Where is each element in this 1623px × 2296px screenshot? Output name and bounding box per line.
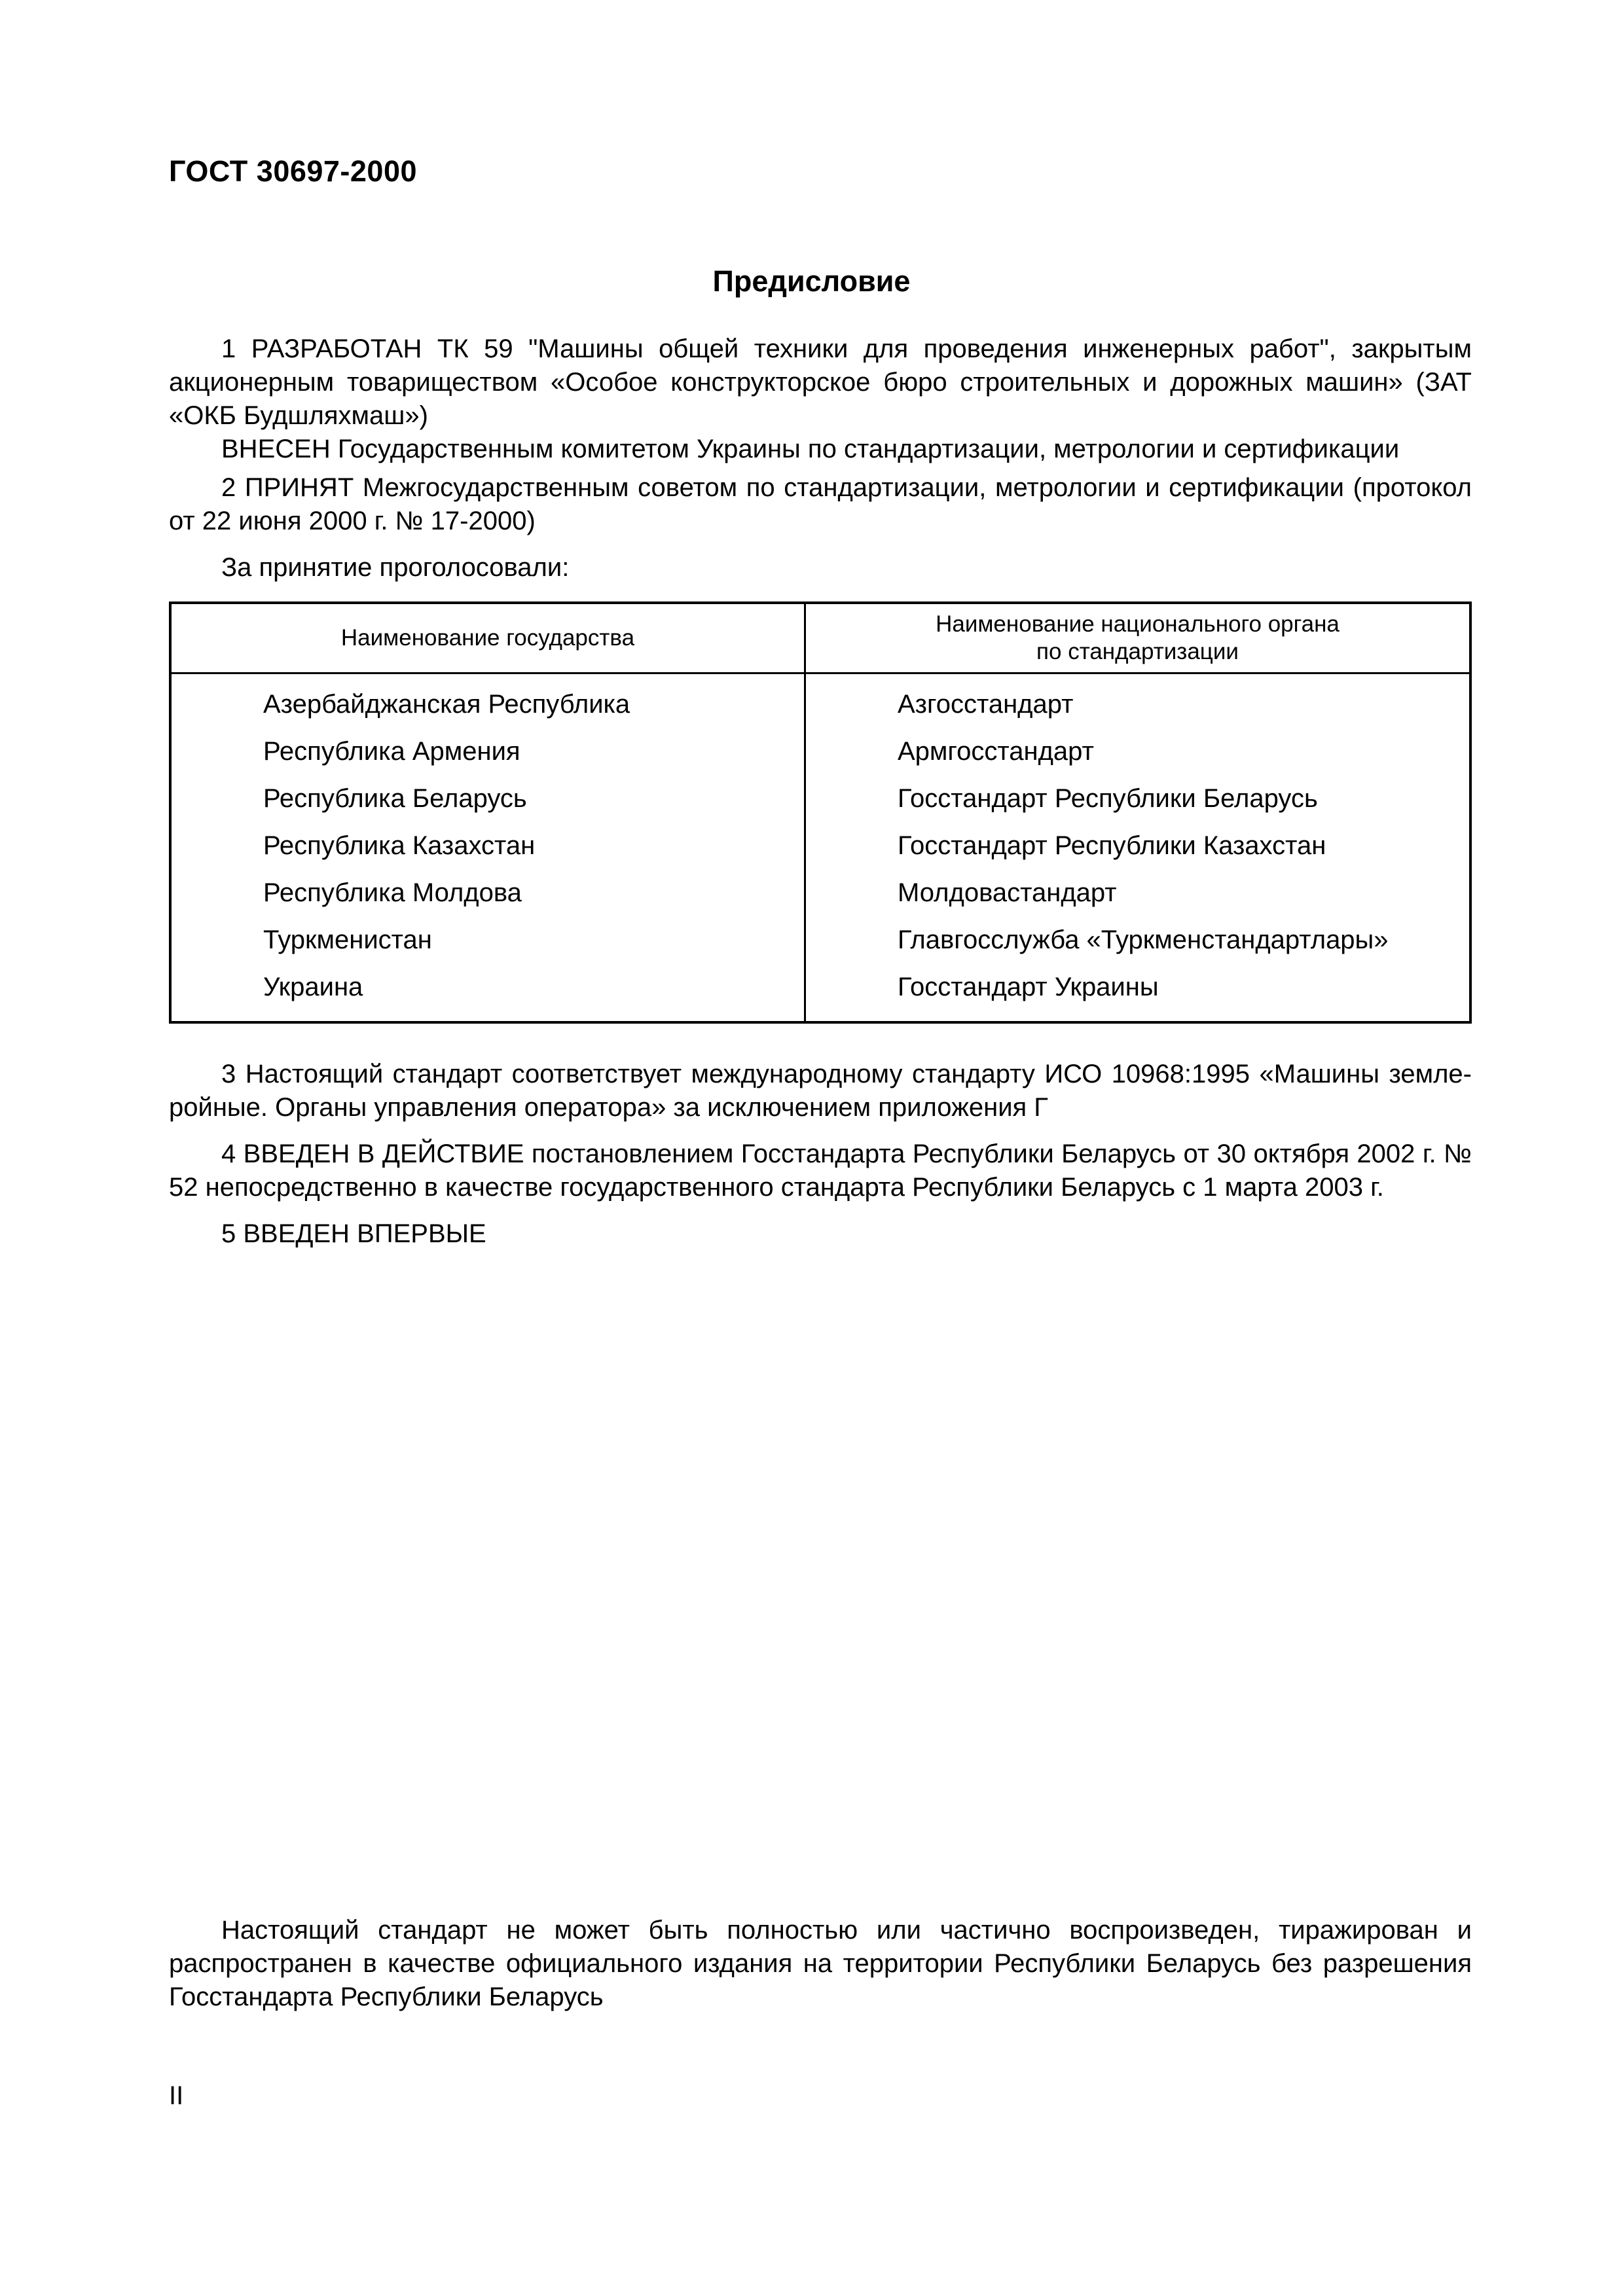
paragraph-iso-correspondence: 3 Настоящий стандарт соответствует международному стандарту ИСО 10968:1995 «Машины земле-ройные. Органы управления оператора» за исключением приложения Г [169,1060,1472,1122]
table-header-row [170,603,1470,673]
standards-body: Армгосстандарт [805,728,1471,775]
standards-body: Госстандарт Республики Беларусь [805,775,1471,822]
standards-body: Госстандарт Украины [805,963,1471,1022]
state-name: Республика Казахстан [170,822,805,869]
standards-body: Молдовастандарт [805,869,1471,916]
state-name: Азербайджанская Республика [170,673,805,728]
header-standards-body [805,603,1471,673]
standards-body: Госстандарт Республики Казахстан [805,822,1471,869]
page-number: II [169,2081,184,2110]
header-state-name: Наименование государства [170,603,805,673]
state-name: Республика Армения [170,728,805,775]
state-name: Украина [170,963,805,1022]
header-standards-body-line2: по стандартизации [1036,639,1239,664]
document-code: ГОСТ 30697-2000 [169,154,418,188]
table-row [170,728,1470,775]
paragraph-adopted-by: 2 ПРИНЯТ Межгосударственным советом по стандартизации, метрологии и сертификации (протокол от 22 июня 2000 г. № 17-2000) [169,473,1472,535]
paragraph-introduced-by: ВНЕСЕН Государственным комитетом Украины по стандартизации, метрологии и сертификации [221,435,1400,463]
state-name: Республика Молдова [170,869,805,916]
paragraph-first-introduced: 5 ВВЕДЕН ВПЕРВЫЕ [221,1219,486,1248]
table-row [170,822,1470,869]
table-row [170,869,1470,916]
voting-states-table [169,601,1472,1024]
standards-body: Азгосстандарт [805,673,1471,728]
section-title: Предисловие [712,264,911,298]
state-name: Туркменистан [170,916,805,963]
legal-notice-text: Настоящий стандарт не может быть полностью или частично воспроизведен, тиражирован и распространен в качестве официального издания на территории Республики Беларусь без разрешения Госстандарта Республики Беларусь [169,1916,1472,2011]
table-row [170,673,1470,728]
paragraph-enacted: 4 ВВЕДЕН В ДЕЙСТВИЕ постановлением Госстандарта Республики Беларусь от 30 октября 2002 г. № 52 непосредственно в качестве государственного стандарта Республики Беларусь с 1 марта 2003 г. [169,1139,1472,1202]
table-row [170,775,1470,822]
legal-notice [169,1914,1472,2014]
header-standards-body-line1: Наименование национального органа [936,611,1340,637]
table-row [170,916,1470,963]
foreword-content [169,332,1472,1251]
standards-body: Главгосслужба «Туркменстандартлары» [805,916,1471,963]
vote-intro: За принятие проголосовали: [221,553,570,582]
paragraph-developed-by: 1 РАЗРАБОТАН ТК 59 "Машины общей техники для проведения инженерных работ", закрытым акционерным товариществом «Особое конструкторское бюро строительных и дорожных машин» (ЗАТ «ОКБ Будшляхмаш») [169,334,1472,430]
table-row [170,963,1470,1022]
state-name: Республика Беларусь [170,775,805,822]
